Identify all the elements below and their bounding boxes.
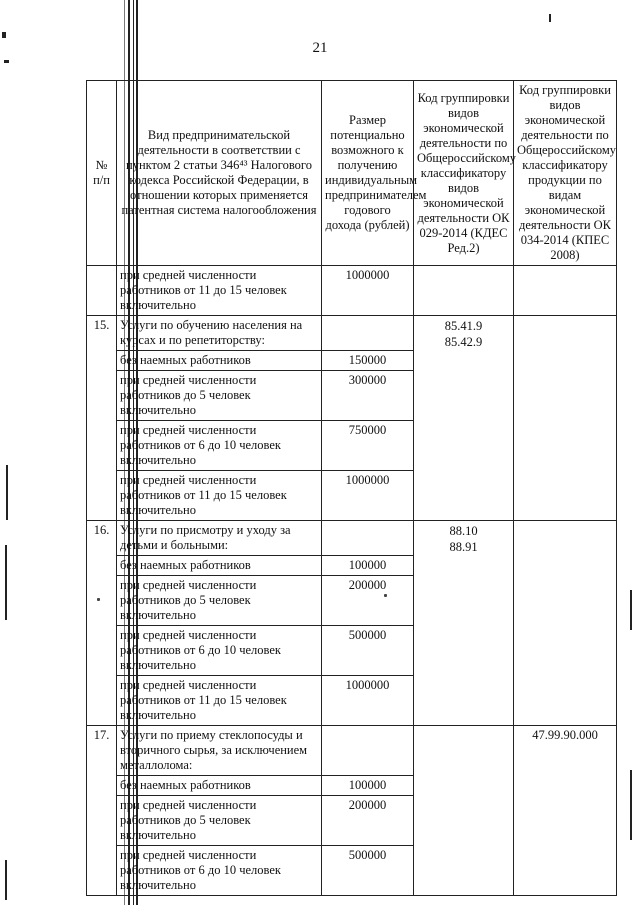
row-label: при средней численности работников до 5 человек включительно [117, 576, 322, 626]
row-number: 15. [87, 316, 117, 521]
row-number [87, 266, 117, 316]
okved-code-cell [414, 521, 514, 726]
row-label: без наемных работников [117, 556, 322, 576]
okved-code: 88.91 [449, 540, 478, 554]
row-label: при средней численности работников от 11 до 15 человек включительно [117, 676, 322, 726]
row-okpd [514, 266, 617, 316]
okpd-code [514, 521, 617, 726]
header-okved-code: Код группировки видов экономической деятельности по Общероссийскому классификатору видов экономической деятельности ОК 029-2014 (КДЕС Ред.2) [414, 81, 514, 266]
row-income-value: 100000 [322, 556, 414, 576]
header-number: № п/п [87, 81, 117, 266]
header-okpd-code: Код группировки видов экономической деятельности по Общероссийскому классификатору продукции по видам экономической деятельности ОК 034-2014 (КПЕС 2008) [514, 81, 617, 266]
scan-edge-mark [549, 14, 551, 22]
row-income-value: 200000 [322, 796, 414, 846]
okved-code-cell [414, 316, 514, 521]
row-income-value: 500000 [322, 846, 414, 896]
row-label: при средней численности работников от 6 до 10 человек включительно [117, 626, 322, 676]
row-income-value: 500000 [322, 626, 414, 676]
table-header-row [87, 81, 617, 266]
scan-edge-mark [630, 770, 632, 840]
okved-code-cell [414, 726, 514, 896]
row-label: при средней численности работников от 6 до 10 человек включительно [117, 846, 322, 896]
row-label: при средней численности работников до 5 человек включительно [117, 796, 322, 846]
table-row [87, 316, 617, 351]
group-title: Услуги по присмотру и уходу за детьми и больными: [117, 521, 322, 556]
row-income-value: 100000 [322, 776, 414, 796]
row-label: при средней численности работников от 11 до 15 человек включительно [117, 471, 322, 521]
row-income-value [322, 316, 414, 351]
row-income-value: 1000000 [322, 676, 414, 726]
okved-code: 88.10 [449, 524, 478, 538]
row-number: 16. [87, 521, 117, 726]
scan-edge-mark [5, 545, 7, 620]
group-title: Услуги по приему стеклопосуды и вторичного сырья, за исключением металлолома: [117, 726, 322, 776]
header-potential-income: Размер потенциально возможного к получению индивидуальным предпринимателем годового дохода (рублей) [322, 81, 414, 266]
row-label: без наемных работников [117, 351, 322, 371]
okved-code: 85.42.9 [444, 335, 483, 349]
row-income-value: 1000000 [322, 471, 414, 521]
row-label: при средней численности работников до 5 человек включительно [117, 371, 322, 421]
okpd-code [514, 316, 617, 521]
row-number: 17. [87, 726, 117, 896]
row-income-value: 300000 [322, 371, 414, 421]
row-income-value: 200000 [322, 576, 414, 626]
scan-edge-mark [4, 60, 9, 63]
okved-code: 85.41.9 [444, 319, 483, 333]
row-income-value [322, 521, 414, 556]
table-row [87, 521, 617, 556]
row-label: при средней численности работников от 11 до 15 человек включительно [117, 266, 322, 316]
row-income-value: 750000 [322, 421, 414, 471]
table-row [87, 726, 617, 776]
row-income-value: 150000 [322, 351, 414, 371]
group-title: Услуги по обучению населения на курсах и по репетиторству: [117, 316, 322, 351]
scan-edge-mark [5, 860, 7, 900]
row-label: без наемных работников [117, 776, 322, 796]
okpd-code: 47.99.90.000 [514, 726, 617, 896]
table-row [87, 266, 617, 316]
header-activity-type: Вид предпринимательской деятельности в соответствии с пунктом 2 статьи 346⁴³ Налогового кодекса Российской Федерации, в отношении которых применяется патентная система налогообложения [117, 81, 322, 266]
row-label: при средней численности работников от 6 до 10 человек включительно [117, 421, 322, 471]
scan-edge-mark [2, 32, 6, 38]
table-body [87, 266, 617, 896]
page-number: 21 [312, 40, 328, 56]
scan-edge-mark [630, 590, 632, 630]
patent-activity-table [86, 80, 617, 896]
row-income-value: 1000000 [322, 266, 414, 316]
scan-edge-mark [6, 465, 8, 520]
row-income-value [322, 726, 414, 776]
row-okved [414, 266, 514, 316]
